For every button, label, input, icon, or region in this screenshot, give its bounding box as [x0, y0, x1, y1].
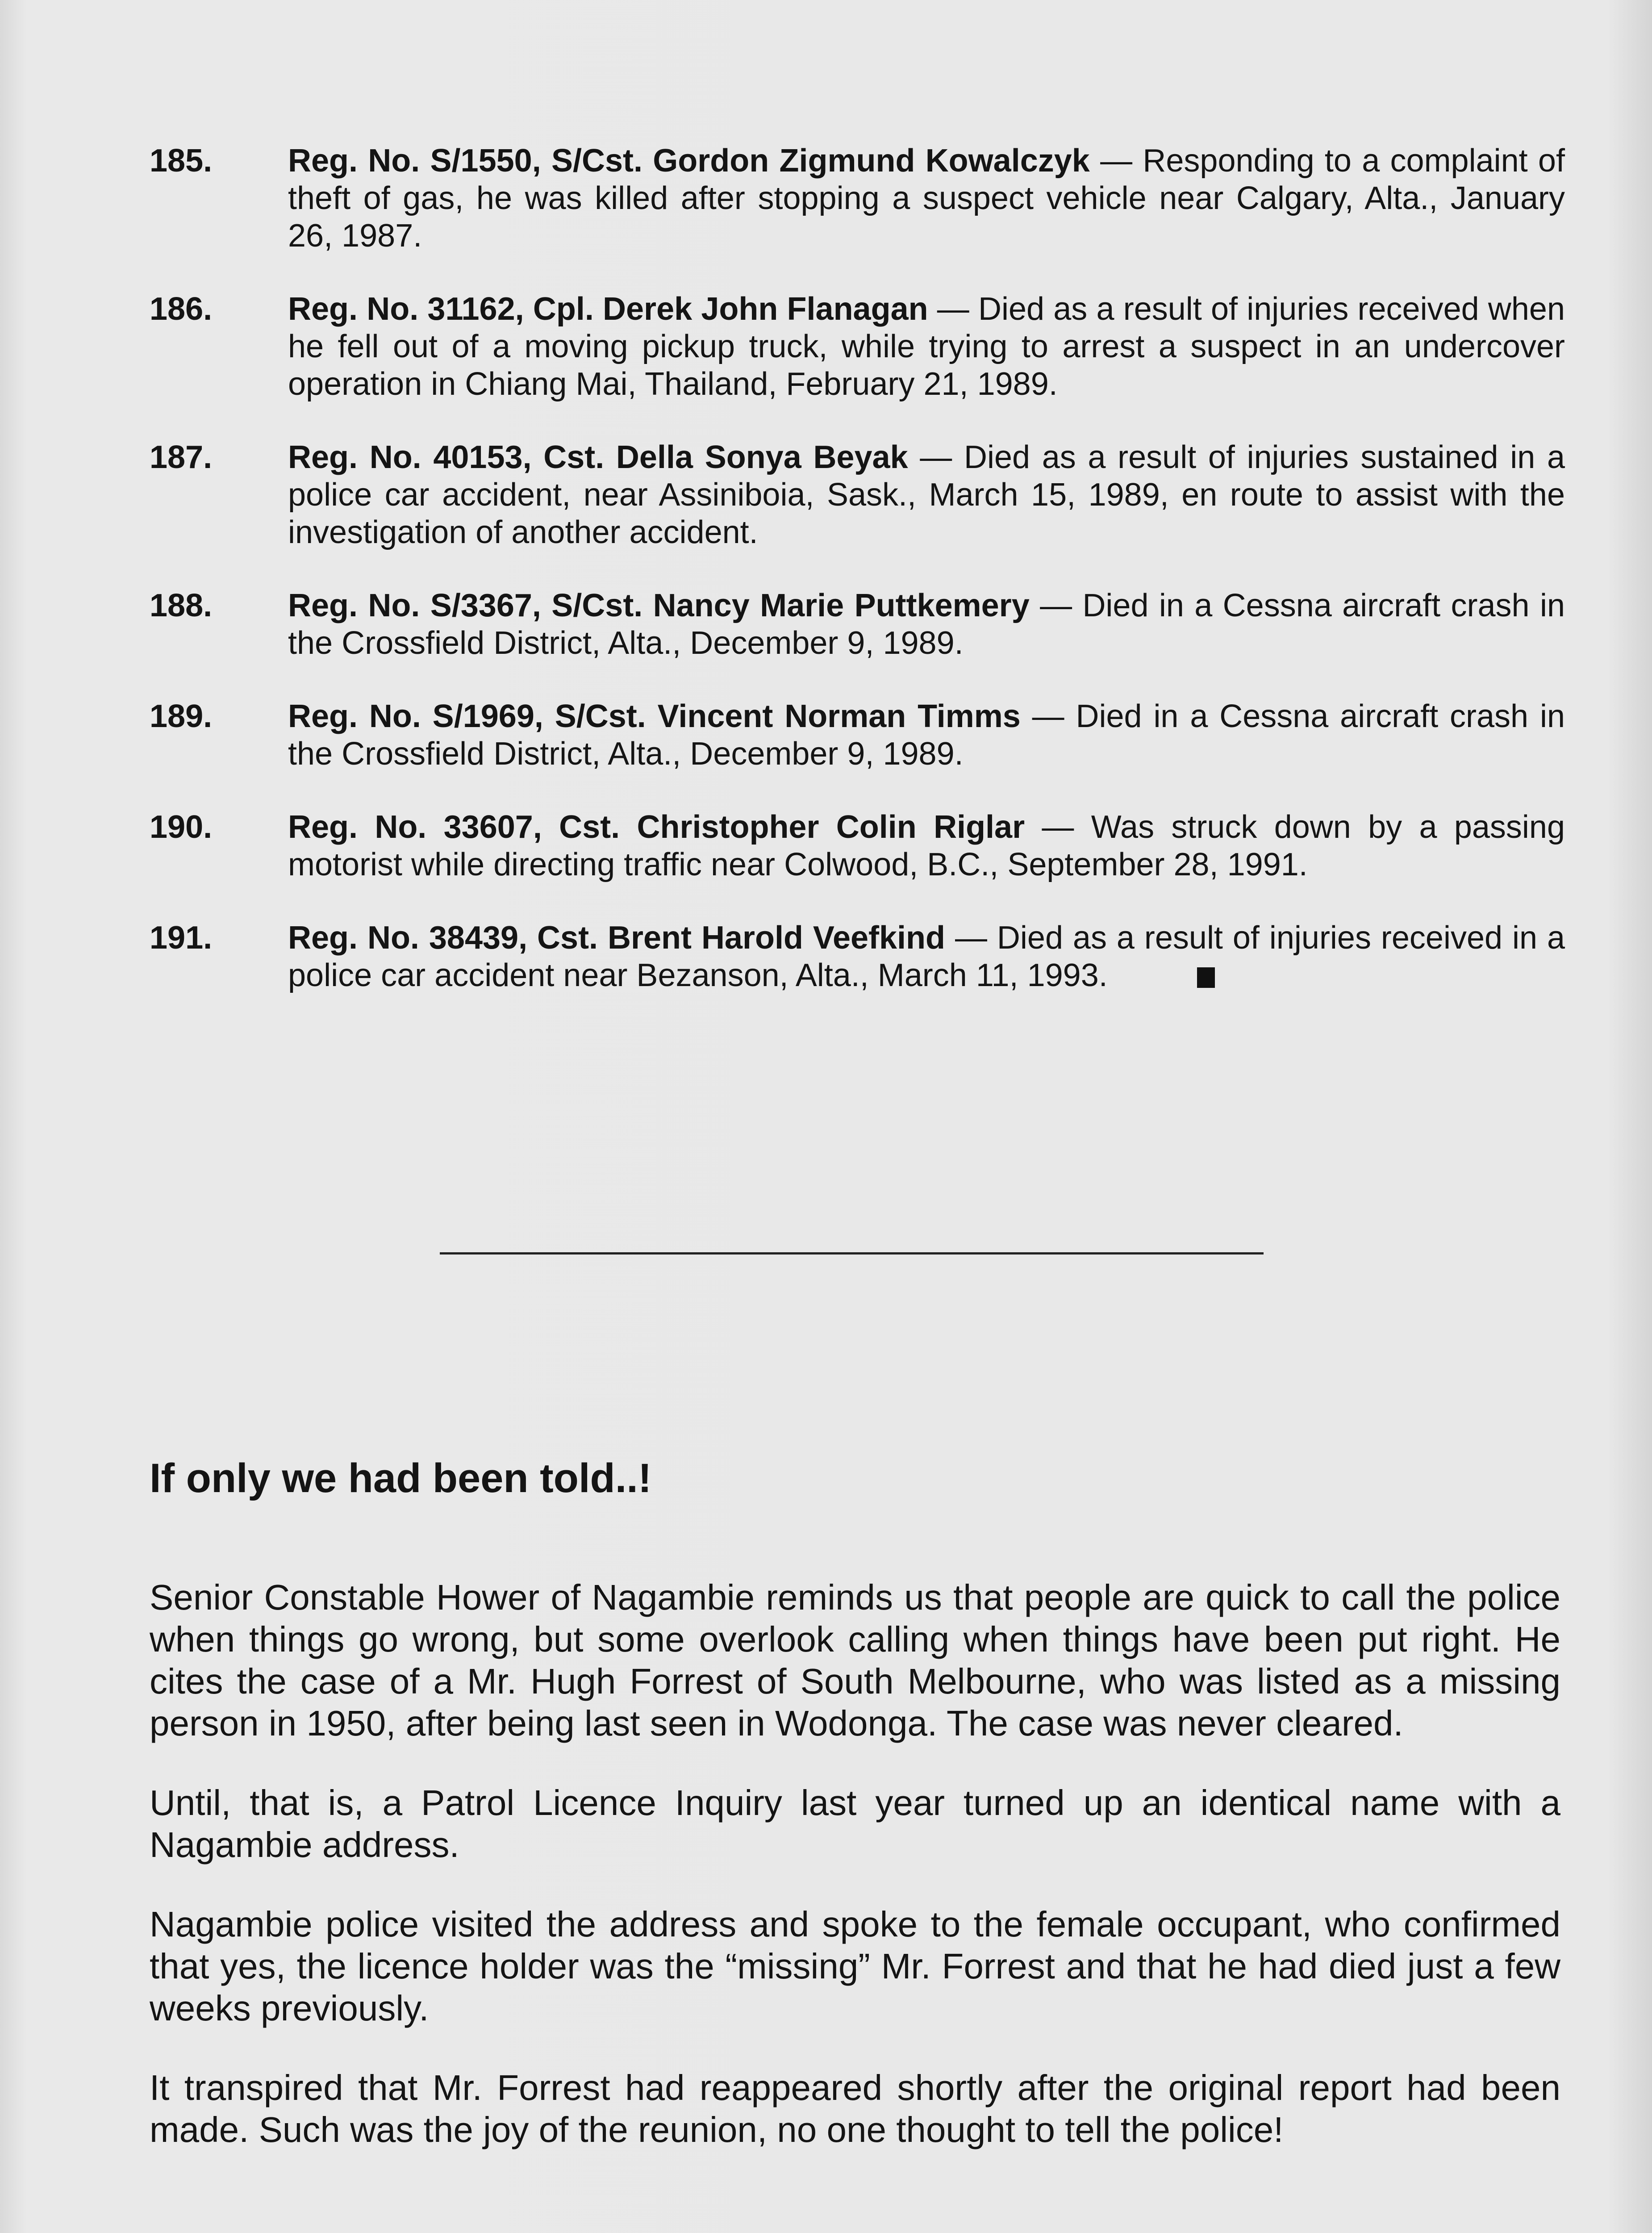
entry-text: — Died as a result of injuries received when he fell out of a moving pickup truck, while trying to arrest a suspect in an undercover operation in Chiang Mai, Thailand, February 21, 1989. — [288, 291, 1565, 402]
entry-heading: Reg. No. 38439, Cst. Brent Harold Veefkind — [288, 920, 946, 956]
entry-heading: Reg. No. 40153, Cst. Della Sonya Beyak — [288, 439, 908, 475]
article-paragraph: Nagambie police visited the address and spoke to the female occupant, who confirmed that yes, the licence holder was the “missing” Mr. Forrest and that he had died just a few weeks previously. — [150, 1904, 1560, 2028]
memorial-entry — [150, 698, 1565, 773]
entry-number: 190. — [150, 809, 213, 845]
entry-heading: Reg. No. 31162, Cpl. Derek John Flanagan — [288, 291, 928, 327]
entry-heading: Reg. No. S/1969, S/Cst. Vincent Norman Timms — [288, 698, 1021, 734]
entry-number: 189. — [150, 698, 213, 734]
entry-text: — Died in a Cessna aircraft crash in the Crossfield District, Alta., December 9, 1989. — [288, 698, 1565, 772]
entry-text: — Died in a Cessna aircraft crash in the Crossfield District, Alta., December 9, 1989. — [288, 588, 1565, 661]
article-paragraph: Senior Constable Hower of Nagambie reminds us that people are quick to call the police when things go wrong, but some overlook calling when things have been put right. He cites the case of a Mr. Hugh Forrest of South Melbourne, who was listed as a missing person in 1950, after being last seen in Wodonga. The case was never cleared. — [150, 1577, 1560, 1743]
article-body — [150, 1576, 1560, 2188]
entry-number: 187. — [150, 439, 213, 475]
entry-text: — Was struck down by a passing motorist while directing traffic near Colwood, B.C., September 28, 1991. — [288, 809, 1565, 882]
entry-number: 188. — [150, 588, 213, 623]
memorial-entry — [150, 808, 1565, 883]
entry-number: 185. — [150, 143, 213, 179]
entry-number: 191. — [150, 920, 213, 956]
memorial-entry — [150, 587, 1565, 662]
entry-text: — Responding to a complaint of theft of gas, he was killed after stopping a suspect vehicle near Calgary, Alta., January 26, 1987. — [288, 143, 1565, 254]
entry-heading: Reg. No. 33607, Cst. Christopher Colin Riglar — [288, 809, 1025, 845]
memorial-entry — [150, 290, 1565, 403]
entry-text: — Died as a result of injuries sustained in a police car accident, near Assiniboia, Sask., March 15, 1989, en route to assist with the investigation of another accident. — [288, 439, 1565, 550]
memorial-entries — [150, 142, 1565, 1030]
memorial-entry — [150, 439, 1565, 551]
article-paragraph: It transpired that Mr. Forrest had reappeared shortly after the original report had been made. Such was the joy of the reunion, no one thought to tell the police! — [150, 2068, 1560, 2149]
article-paragraph: Until, that is, a Patrol Licence Inquiry last year turned up an identical name with a Nagambie address. — [150, 1783, 1560, 1865]
entry-number: 186. — [150, 291, 213, 327]
entry-text: — Died as a result of injuries received in a police car accident near Bezanson, Alta., March 11, 1993. — [288, 920, 1565, 993]
entry-heading: Reg. No. S/1550, S/Cst. Gordon Zigmund Kowalczyk — [288, 143, 1090, 179]
article-title: If only we had been told..! — [150, 1455, 652, 1501]
entry-heading: Reg. No. S/3367, S/Cst. Nancy Marie Puttkemery — [288, 588, 1030, 623]
memorial-entry — [150, 919, 1565, 994]
section-divider — [440, 1252, 1264, 1254]
memorial-entry — [150, 142, 1565, 255]
end-mark-square-icon — [1197, 967, 1215, 988]
